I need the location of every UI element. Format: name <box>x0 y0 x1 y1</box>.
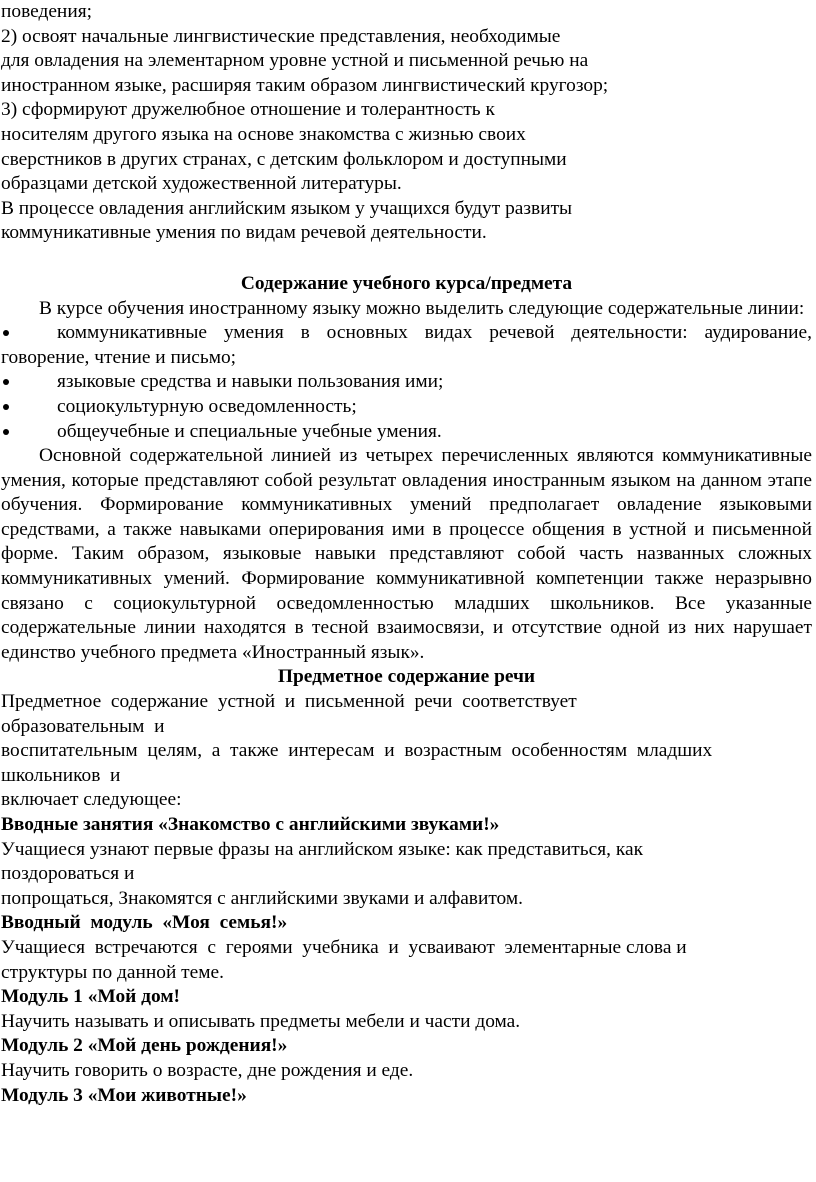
body-line: включает следующее: <box>1 789 182 811</box>
speech-content-section <box>1 665 812 813</box>
bullet-icon <box>3 404 9 410</box>
body-line: образовательным и <box>1 715 165 737</box>
spacer <box>1 246 812 272</box>
module-block <box>1 985 812 1034</box>
intro-line: коммуникативные умения по видам речевой деятельности. <box>1 222 487 244</box>
intro-line: носителям другого языка на основе знакомства с жизнью своих <box>1 123 526 145</box>
intro-line: иностранном языке, расширяя таким образом лингвистический кругозор; <box>1 74 609 96</box>
module-block <box>1 813 812 911</box>
list-item <box>1 321 812 370</box>
module-title: Вводный модуль «Моя семья!» <box>1 912 288 934</box>
intro-line: 3) сформируют дружелюбное отношение и толерантность к <box>1 99 495 121</box>
list-item <box>1 420 812 445</box>
intro-line: поведения; <box>1 1 92 22</box>
course-content-section <box>1 272 812 666</box>
module-title: Модуль 3 «Мои животные!» <box>1 1084 247 1106</box>
module-line: Научить называть и описывать предметы мебели и части дома. <box>1 1010 521 1032</box>
intro-block <box>1 0 812 246</box>
bullet-icon <box>3 330 9 336</box>
module-line: Учащиеся узнают первые фразы на английском языке: как представиться, как <box>1 838 643 860</box>
module-title: Модуль 1 «Мой дом! <box>1 986 180 1008</box>
section-lead: В курсе обучения иностранному языку можно выделить следующие содержательные линии: <box>39 297 805 319</box>
bullet-icon <box>3 429 9 435</box>
body-line: Предметное содержание устной и письменной речи соответствует <box>1 691 577 713</box>
modules-list <box>1 813 812 1108</box>
section-heading: Предметное содержание речи <box>277 666 536 688</box>
module-block <box>1 1084 812 1109</box>
module-line: структуры по данной теме. <box>1 961 224 983</box>
intro-line: образцами детской художественной литературы. <box>1 173 402 195</box>
list-item-text: коммуникативные умения в основных видах речевой деятельности: аудирование, говорение, чтение и письмо; <box>1 322 812 368</box>
list-item-text: языковые средства и навыки пользования ими; <box>57 371 444 393</box>
list-item <box>1 370 812 395</box>
list-item <box>1 395 812 420</box>
module-block <box>1 911 812 985</box>
intro-line: для овладения на элементарном уровне устной и письменной речью на <box>1 50 589 72</box>
module-line: поздороваться и <box>1 863 135 885</box>
section-heading: Содержание учебного курса/предмета <box>240 272 573 294</box>
module-line: Учащиеся встречаются с героями учебника и усваивают элементарные слова и <box>1 936 687 958</box>
module-title: Вводные занятия «Знакомство с английскими звуками!» <box>1 814 500 835</box>
body-line: воспитательным целям, а также интересам и возрастным особенностям младших <box>1 740 713 762</box>
body-line: школьников и <box>1 764 121 786</box>
intro-line: 2) освоят начальные лингвистические представления, необходимые <box>1 25 561 47</box>
bullet-icon <box>3 379 9 385</box>
module-line: Научить говорить о возрасте, дне рождения и еде. <box>1 1059 414 1081</box>
intro-line: В процессе овладения английским языком у учащихся будут развиты <box>1 197 573 219</box>
content-lines-list <box>1 321 812 444</box>
intro-line: сверстников в других странах, с детским фольклором и доступными <box>1 148 567 170</box>
module-line: попрощаться, Знакомятся с английскими звуками и алфавитом. <box>1 887 524 909</box>
module-block <box>1 1034 812 1083</box>
list-item-text: общеучебные и специальные учебные умения. <box>57 420 442 442</box>
section-paragraph: Основной содержательной линией из четырех перечисленных являются коммуникативные умения, которые представляют собой результат овладения иностранным языком на данном этапе обучения. Формирование коммуникативных умений предполагает овладение языковыми средствами, а также навыками оперирования ими в процессе общения в устной и письменной форме. Таким образом, языковые навыки представляют собой часть названных сложных коммуникативных умений. Формирование коммуникативной компетенции также неразрывно связано с социокультурной осведомленностью младших школьников. Все указанные содержательные линии находятся в тесной взаимосвязи, и отсутствие одной из них нарушает единство учебного предмета «Иностранный язык». <box>1 445 812 663</box>
module-title: Модуль 2 «Мой день рождения!» <box>1 1035 288 1057</box>
list-item-text: социокультурную осведомленность; <box>57 395 357 417</box>
